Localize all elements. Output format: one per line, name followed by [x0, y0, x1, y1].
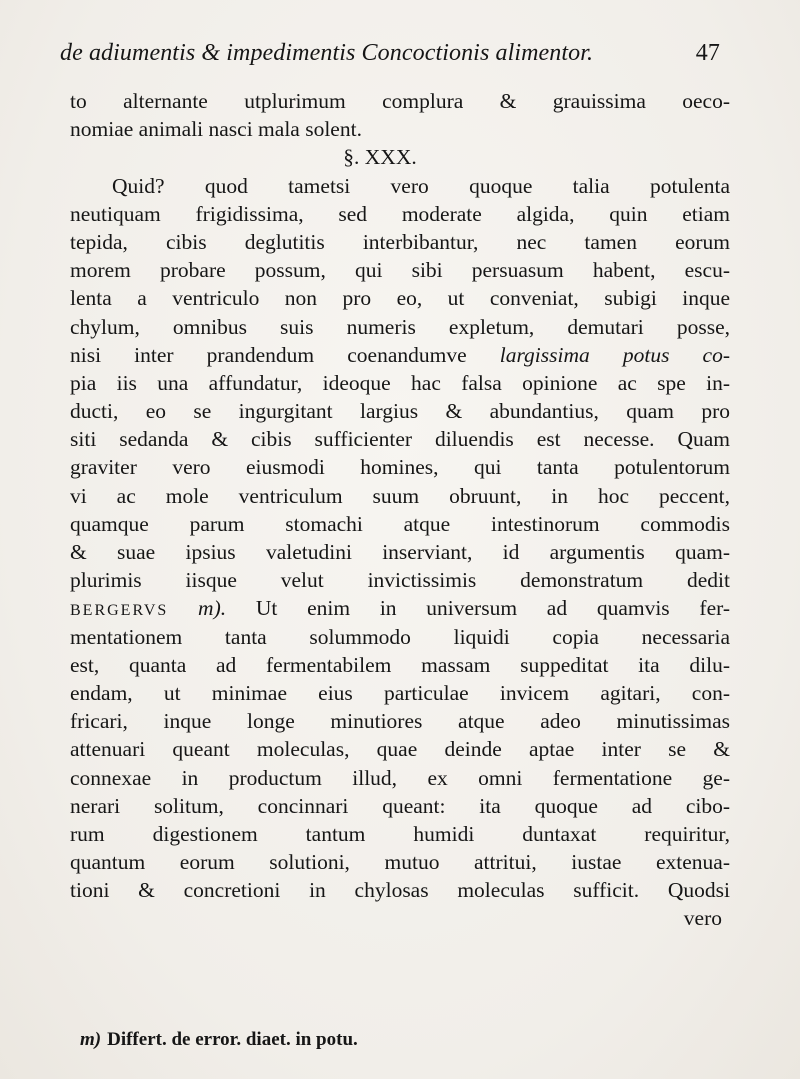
text-line [70, 341, 730, 369]
author-name: BERGERVS [70, 602, 169, 620]
text-fragment: nisi inter prandendum coenandumve [70, 342, 467, 367]
text-line: ducti, eo se ingurgitant largius & abundantius, quam pro [70, 399, 730, 424]
running-title: de adiumentis & impedimentis Concoctionis alimentor. [60, 40, 594, 66]
note-reference: m). [198, 596, 227, 621]
text-line: nerari solitum, concinnari queant: ita quoque ad cibo- [70, 793, 730, 818]
text-line: neutiquam frigidissima, sed moderate algida, quin etiam [70, 201, 730, 226]
text-line: nomiae animali nasci mala solent. [70, 117, 362, 142]
text-line: Quid? quod tametsi vero quoque talia potulenta [112, 173, 730, 198]
text-line: vi ac mole ventriculum suum obruunt, in hoc peccent, [70, 483, 730, 508]
text-line: lenta a ventriculo non pro eo, ut conveniat, subigi inque [70, 286, 730, 311]
text-line: fricari, inque longe minutiores atque adeo minutissimas [70, 709, 730, 734]
footnote [80, 1029, 358, 1051]
text-line: rum digestionem tantum humidi duntaxat requiritur, [70, 821, 730, 846]
section-heading: §. XXX. [343, 145, 417, 170]
text-line: attenuari queant moleculas, quae deinde aptae inter se & [70, 737, 730, 762]
text-line: connexae in productum illud, ex omni fermentatione ge- [70, 765, 730, 790]
text-line: graviter vero eiusmodi homines, qui tanta potulentorum [70, 455, 730, 480]
text-line: morem probare possum, qui sibi persuasum habent, escu- [70, 258, 730, 283]
footnote-marker: m) [80, 1029, 102, 1050]
text-line: pia iis una affundatur, ideoque hac falsa opinione ac spe in- [70, 370, 730, 395]
text-fragment: Ut enim in universum ad quamvis fer- [255, 596, 731, 621]
text-line: quamque parum stomachi atque intestinorum commodis [70, 511, 730, 536]
text-line: & suae ipsius valetudini inserviant, id argumentis quam- [70, 540, 730, 564]
text-line: siti sedanda & cibis sufficienter diluendis est necesse. Quam [70, 427, 730, 452]
text-line: to alternante utplurimum complura & grauissima oeco- [70, 89, 730, 113]
text-line: tioni & concretioni in chylosas moleculas sufficit. Quodsi [70, 878, 730, 903]
text-line: est, quanta ad fermentabilem massam suppeditat ita dilu- [70, 652, 730, 677]
page-number: 47 [695, 40, 720, 66]
text-line: plurimis iisque velut invictissimis demonstratum dedit [70, 568, 730, 593]
text-line: endam, ut minimae eius particulae invicem agitari, con- [70, 680, 730, 705]
running-head [60, 40, 720, 67]
text-line: mentationem tanta solummodo liquidi copia necessaria [70, 624, 730, 649]
footnote-text: Differt. de error. diaet. in potu. [107, 1029, 358, 1050]
text-line: quantum eorum solutioni, mutuo attritui, iustae extenua- [70, 850, 730, 875]
text-line: chylum, omnibus suis numeris expletum, demutari posse, [70, 314, 730, 339]
text-line [70, 594, 730, 622]
catchword: vero [683, 906, 722, 931]
italic-phrase: largissima potus co- [499, 342, 731, 367]
main-text [70, 87, 730, 933]
text-line: tepida, cibis deglutitis interbibantur, nec tamen eorum [70, 229, 730, 254]
